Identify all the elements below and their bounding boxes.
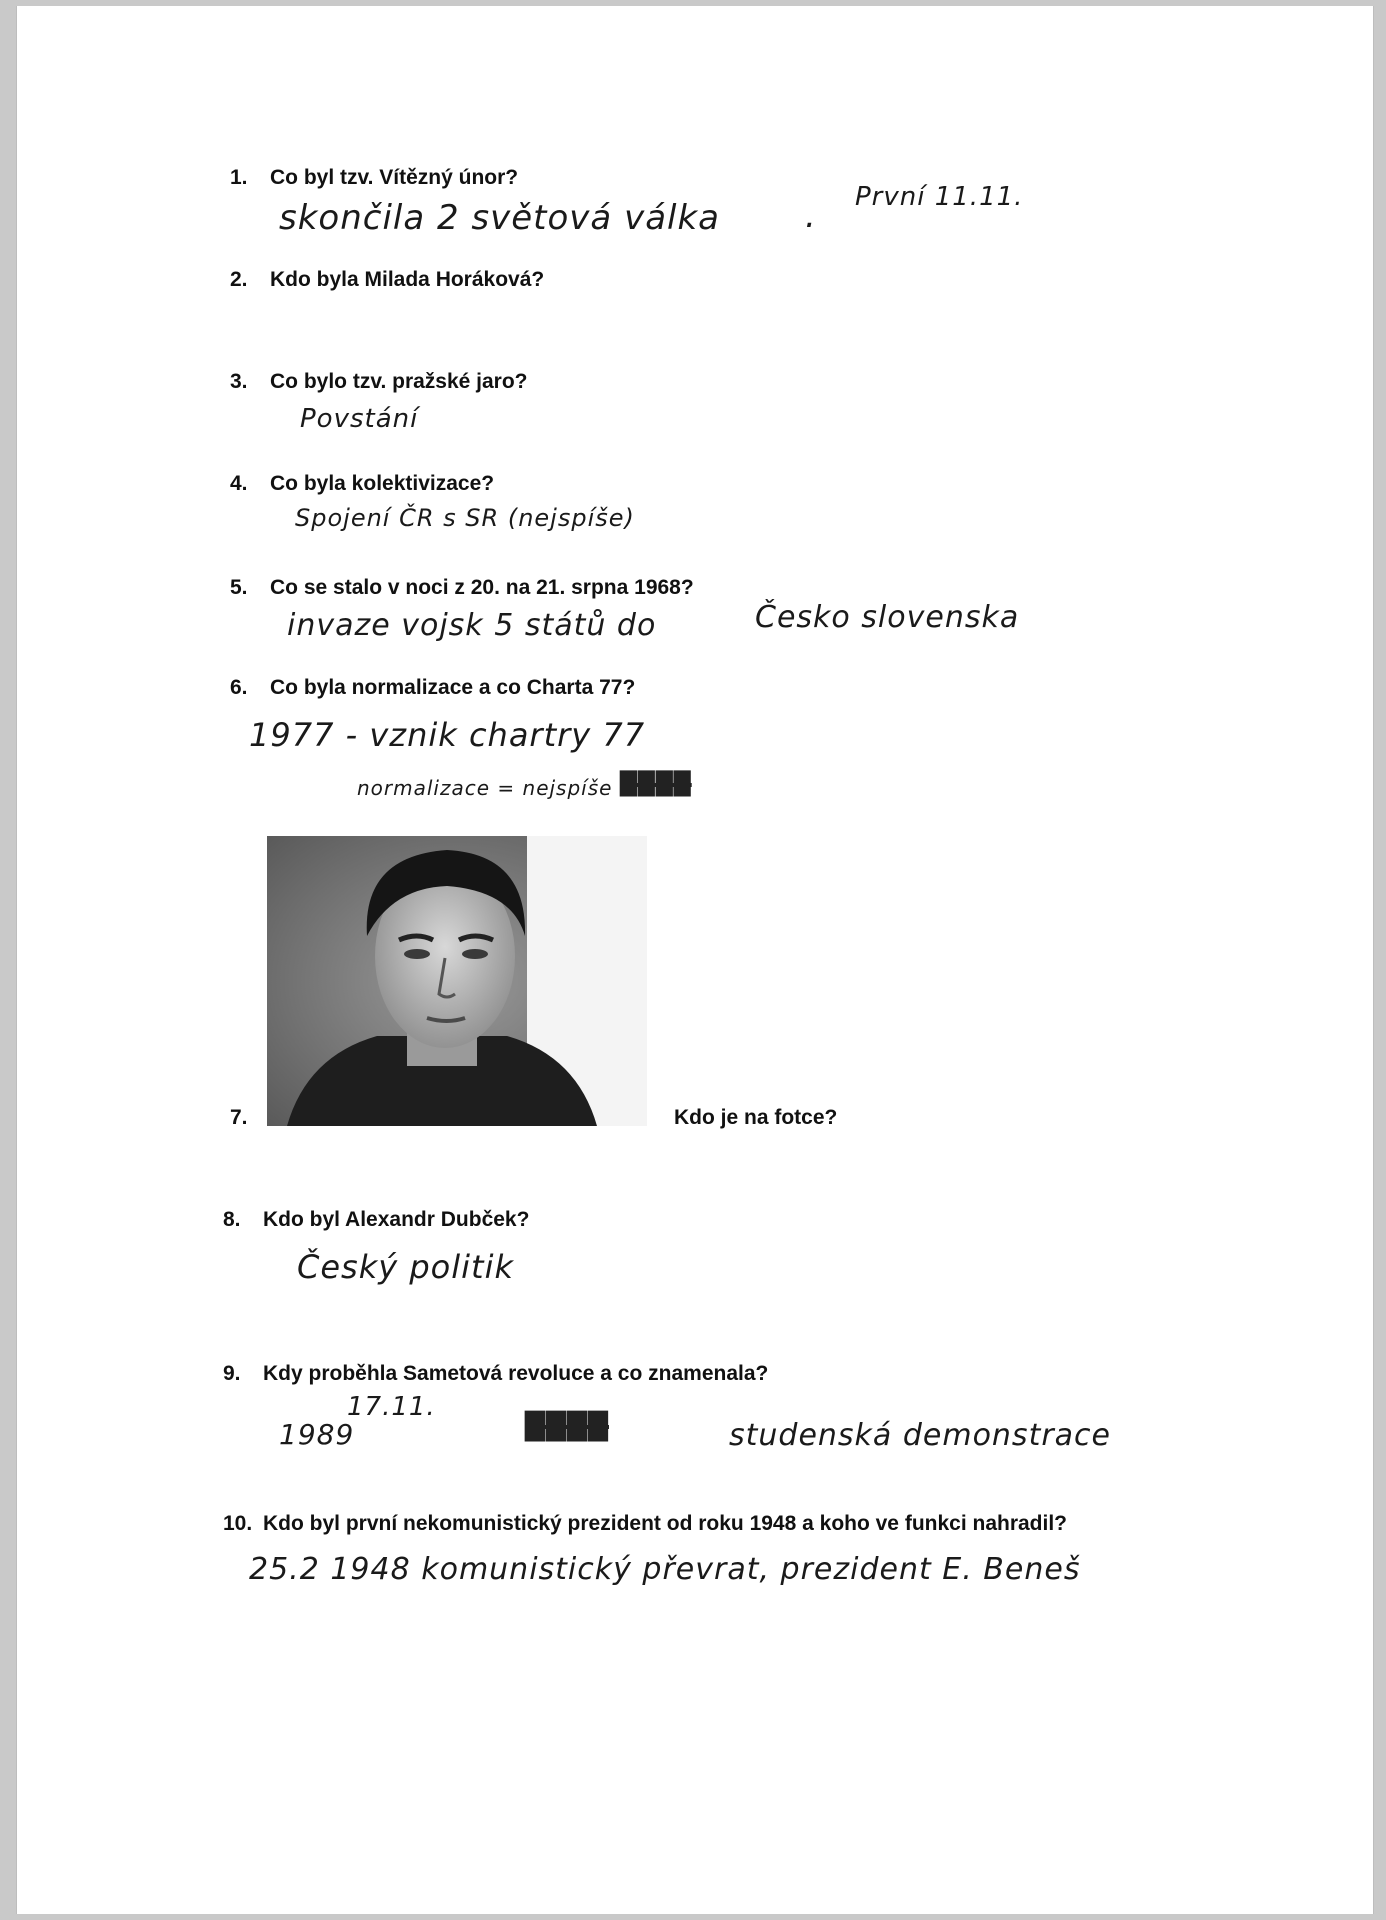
question-1: 1. Co byl tzv. Vítězný únor? [230, 166, 519, 189]
answer-9-text: studenská demonstrace [729, 1418, 1111, 1453]
answer-9-scribble: ████ [525, 1412, 609, 1442]
question-10: 10. Kdo byl první nekomunistický prezident od roku 1948 a koho ve funkci nahradil? [223, 1512, 1068, 1535]
worksheet-page [16, 6, 1374, 1914]
answer-10-text: 25.2 1948 komunistický převrat, prezident E. Beneš [249, 1552, 1081, 1587]
question-9: 9. Kdy proběhla Sametová revoluce a co znamenala? [223, 1362, 769, 1385]
answer-3-text: Povstání [300, 404, 419, 434]
question-7-number: 7. [230, 1106, 248, 1129]
answer-9-date: 17.11. [347, 1392, 436, 1422]
question-4: 4. Co byla kolektivizace? [230, 472, 495, 495]
answer-4-text: Spojení ČR s SR (nejspíše) [295, 504, 635, 532]
question-7: Kdo je na fotce? [674, 1106, 838, 1129]
question-8: 8. Kdo byl Alexandr Dubček? [223, 1208, 530, 1231]
answer-9-year: 1989 [279, 1418, 355, 1451]
answer-6-charter: 1977 - vznik chartry 77 [249, 716, 646, 754]
portrait-photo [267, 836, 647, 1126]
answer-1-dot: . [805, 196, 817, 236]
answer-6-normalization: normalizace = nejspíše [357, 776, 613, 800]
question-3: 3. Co bylo tzv. pražské jaro? [230, 370, 528, 393]
answer-1-note: První 11.11. [855, 182, 1024, 212]
question-5: 5. Co se stalo v noci z 20. na 21. srpna 1968? [230, 576, 694, 599]
answer-8-text: Český politik [297, 1248, 514, 1286]
question-2: 2. Kdo byla Milada Horáková? [230, 268, 545, 291]
answer-1-text: skončila 2 světová válka [279, 198, 720, 238]
question-6: 6. Co byla normalizace a co Charta 77? [230, 676, 636, 699]
answer-6-scribble: ████ [620, 772, 692, 797]
answer-5-country: Česko slovenska [755, 600, 1020, 635]
answer-5-text: invaze vojsk 5 států do [287, 608, 657, 643]
